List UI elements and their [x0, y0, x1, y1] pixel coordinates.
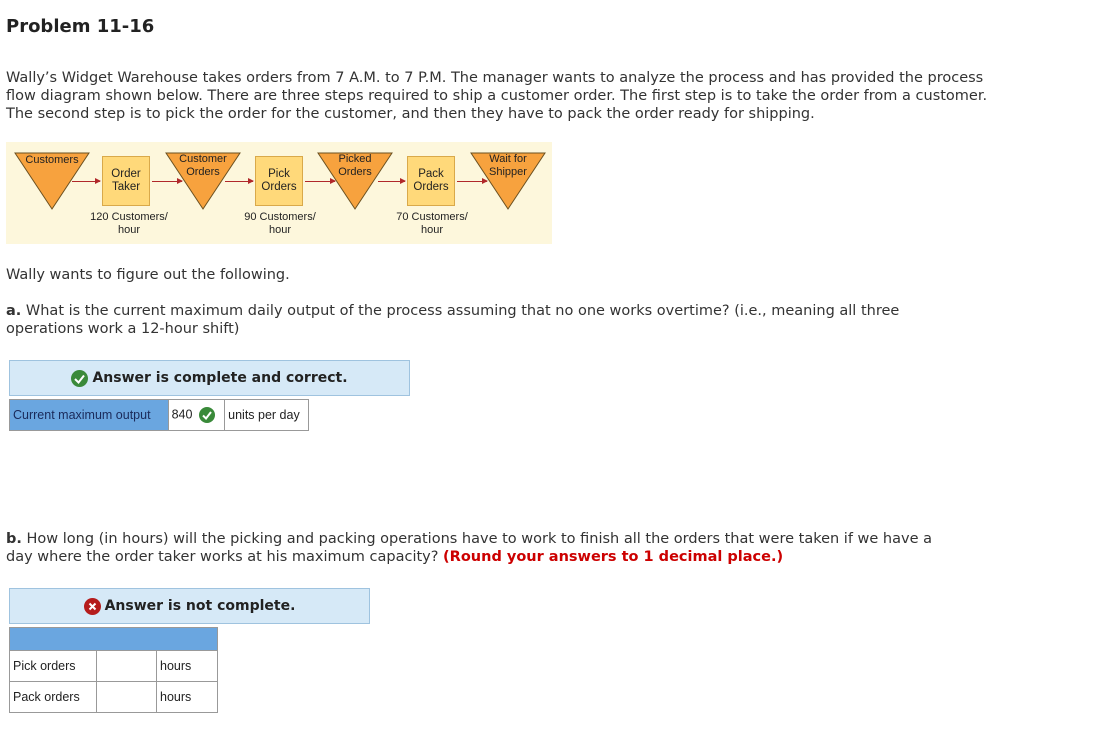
capacity-rate: 120 Customers/ hour	[90, 211, 168, 236]
inventory-label: Customer Orders	[179, 153, 227, 178]
row-label: Pick orders	[10, 651, 97, 682]
flow-arrow	[72, 181, 100, 182]
problem-title: Problem 11-16	[6, 16, 155, 37]
question-a: a. What is the current maximum daily output of the process assuming that no one works overtime? (i.e., meaning all three operations work a 12-hour shift)	[6, 303, 900, 337]
flow-arrow	[378, 181, 405, 182]
capacity-rate: 90 Customers/ hour	[244, 211, 316, 236]
process-flow-diagram	[6, 142, 552, 244]
row-label: Pack orders	[10, 682, 97, 713]
process-step-pack-orders: Pack Orders	[407, 156, 455, 206]
pack-orders-input[interactable]	[97, 682, 157, 713]
table-row	[10, 651, 218, 682]
answer-value: 840	[171, 407, 193, 422]
answer-unit: units per day	[225, 400, 309, 431]
flow-arrow	[457, 181, 487, 182]
problem-intro: Wally’s Widget Warehouse takes orders from 7 A.M. to 7 P.M. The manager wants to analyze the process and has provided the process flow diagram shown below. There are three steps required to ship a customer order. The first step is to take the order from a customer. The second step is to pick the order for the customer, and then they have to pack the order ready for shipping.	[6, 70, 988, 122]
x-icon	[84, 598, 101, 615]
row-unit: hours	[157, 682, 218, 713]
answer-b-table	[9, 627, 218, 713]
flow-arrow	[152, 181, 182, 182]
answer-status-banner: Answer is complete and correct.	[9, 360, 410, 396]
row-unit: hours	[157, 651, 218, 682]
flow-arrow	[225, 181, 253, 182]
process-step-pick-orders: Pick Orders	[255, 156, 303, 206]
table-header	[10, 628, 218, 651]
wally-text: Wally wants to figure out the following.	[6, 267, 290, 283]
inventory-label: Picked Orders	[338, 153, 372, 178]
process-step-order-taker: Order Taker	[102, 156, 150, 206]
checkmark-icon	[71, 370, 88, 387]
table-row	[10, 682, 218, 713]
flow-arrow	[305, 181, 335, 182]
checkmark-icon	[199, 407, 215, 423]
capacity-rate: 70 Customers/ hour	[396, 211, 468, 236]
pick-orders-input[interactable]	[97, 651, 157, 682]
answer-a-table	[9, 399, 309, 431]
inventory-label: Wait for Shipper	[489, 153, 527, 178]
answer-value-cell[interactable]	[168, 400, 225, 431]
answer-row-label: Current maximum output	[10, 400, 169, 431]
answer-status-banner: Answer is not complete.	[9, 588, 370, 624]
inventory-label: Customers	[25, 154, 79, 166]
question-b: b. How long (in hours) will the picking and packing operations have to work to finish all the orders that were taken if we have a day where the order taker works at his maximum capacity? (Round your answers to 1 decimal place.)	[6, 531, 933, 565]
